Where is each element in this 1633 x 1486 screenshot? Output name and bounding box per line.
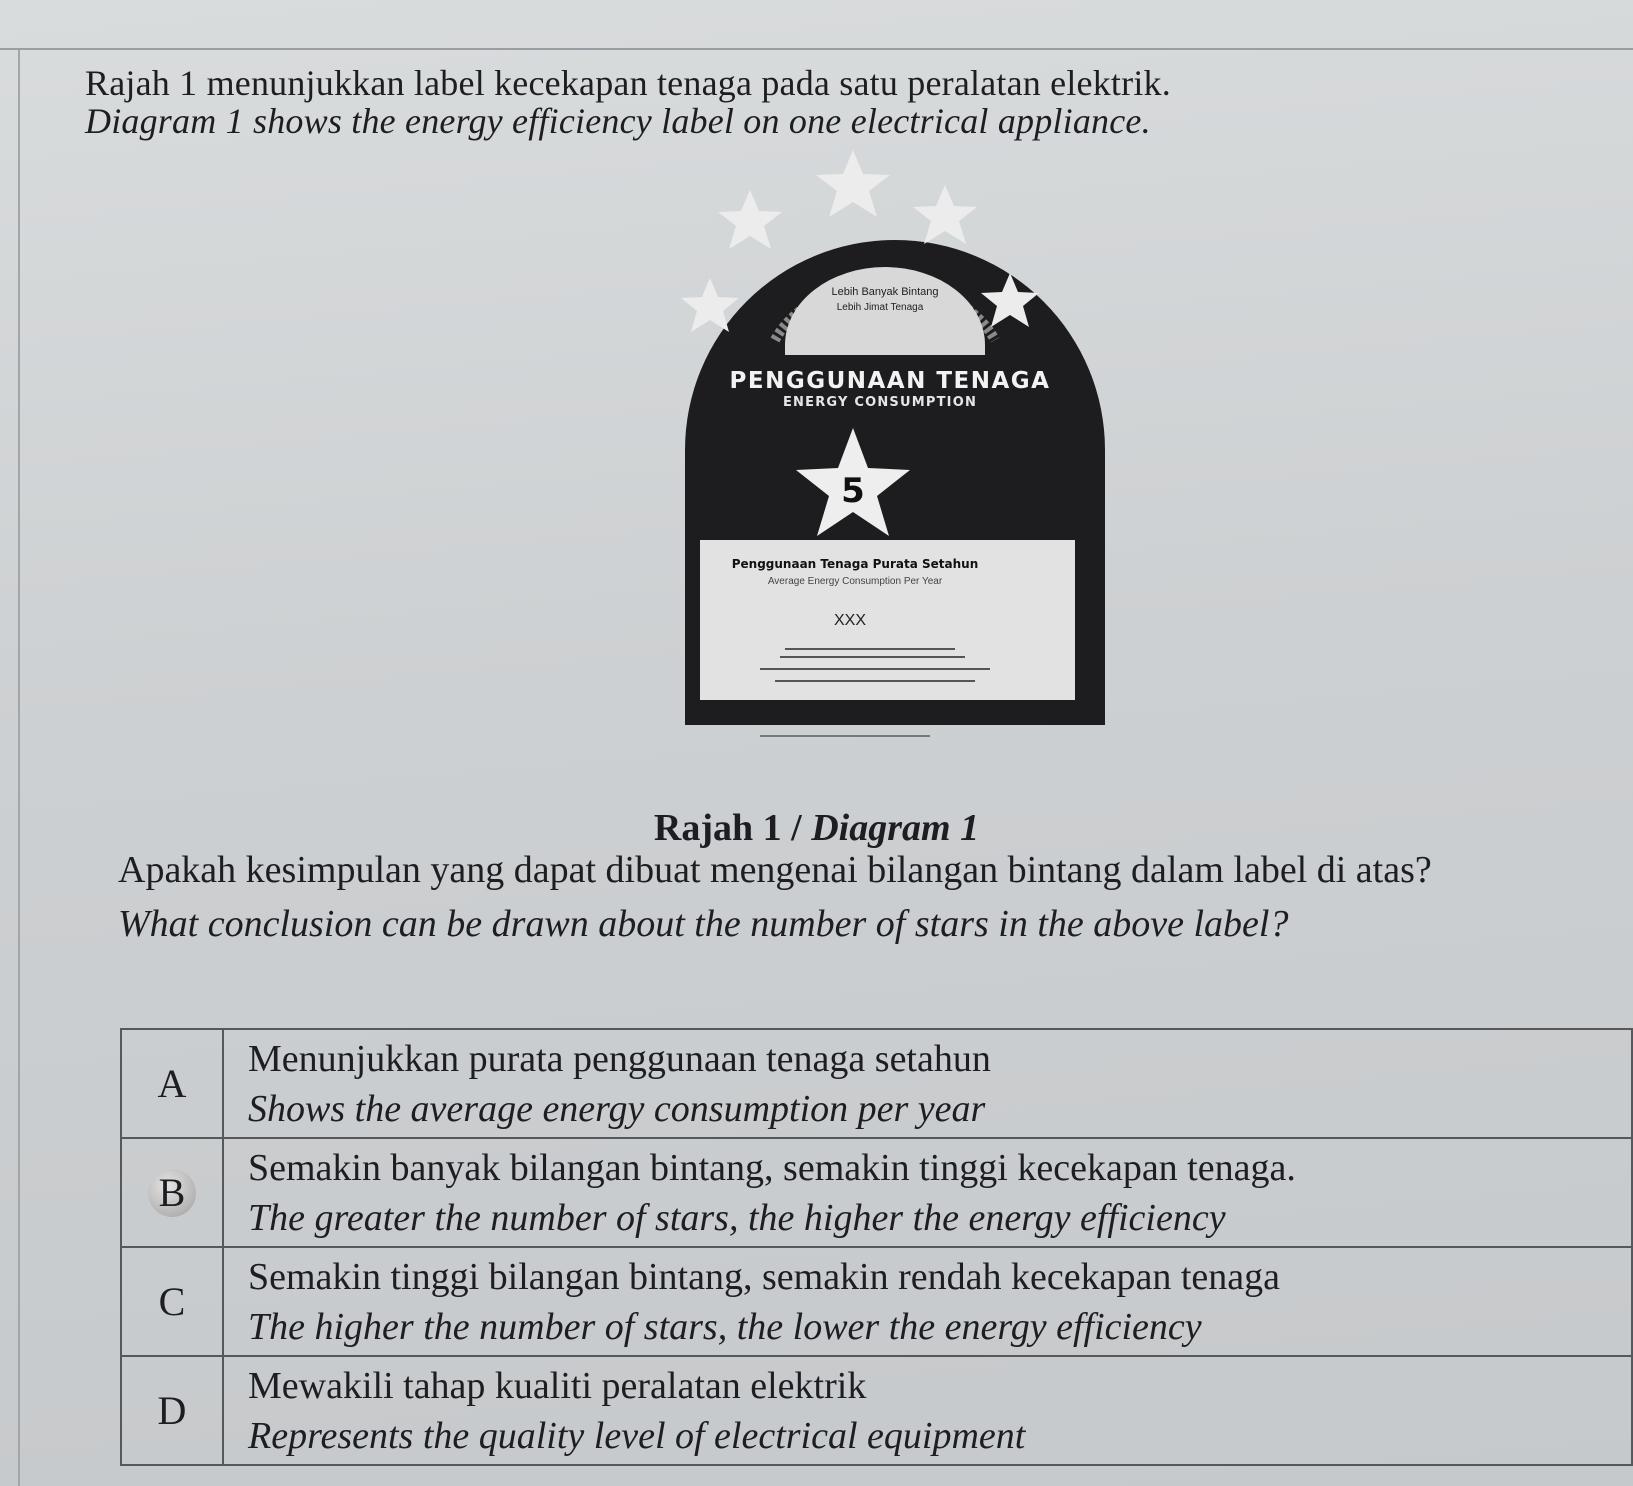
rating-number: 5 [841, 471, 865, 511]
label-heading-malay: PENGGUNAAN TENAGA [729, 368, 1051, 394]
label-footer-print [760, 735, 930, 737]
label-heading-english: ENERGY CONSUMPTION [782, 395, 978, 410]
intro-malay: Rajah 1 menunjukkan label kecekapan tenaga pada satu peralatan elektrik. [85, 63, 1171, 103]
diagram-caption [0, 806, 1633, 850]
label-top-text-1: Lebih Banyak Bintang [831, 286, 939, 298]
consumption-value: XXX [833, 612, 867, 629]
option-malay: Semakin banyak bilangan bintang, semakin tinggi kecekapan tenaga. [248, 1146, 1296, 1189]
option-english: The greater the number of stars, the higher the energy efficiency [248, 1196, 1226, 1239]
panel-title-english: Average Energy Consumption Per Year [767, 576, 943, 587]
label-top-text-2: Lebih Jimat Tenaga [836, 302, 924, 313]
option-row-d[interactable] [121, 1356, 1632, 1465]
option-text [223, 1247, 1632, 1356]
caption-english: Diagram 1 [811, 807, 980, 849]
star-icon [816, 150, 890, 217]
option-row-a[interactable] [121, 1029, 1632, 1138]
option-row-b[interactable] [121, 1138, 1632, 1247]
options-table [120, 1028, 1633, 1466]
panel-title-malay: Penggunaan Tenaga Purata Setahun [731, 557, 979, 571]
option-malay: Mewakili tahap kualiti peralatan elektrik [248, 1364, 867, 1407]
top-rule [0, 48, 1633, 50]
energy-label-diagram [665, 150, 1125, 790]
option-malay: Semakin tinggi bilangan bintang, semakin rendah kecekapan tenaga [248, 1255, 1280, 1298]
question-malay: Apakah kesimpulan yang dapat dibuat mengenai bilangan bintang dalam label di atas? [118, 849, 1432, 891]
energy-label-svg [665, 150, 1125, 790]
caption-malay: Rajah 1 / [653, 807, 812, 849]
option-text [223, 1356, 1632, 1465]
intro-english: Diagram 1 shows the energy efficiency label on one electrical appliance. [85, 101, 1151, 141]
option-text [223, 1029, 1632, 1138]
left-page-edge [18, 50, 20, 1486]
option-letter-circled: B [121, 1138, 223, 1247]
option-text [223, 1138, 1632, 1247]
option-malay: Menunjukkan purata penggunaan tenaga setahun [248, 1037, 991, 1080]
option-row-c[interactable] [121, 1247, 1632, 1356]
option-english: The higher the number of stars, the lower the energy efficiency [248, 1305, 1202, 1348]
option-english: Represents the quality level of electrical equipment [248, 1414, 1026, 1457]
star-icon [913, 185, 977, 244]
option-english: Shows the average energy consumption per year [248, 1087, 986, 1130]
option-letter: C [121, 1247, 223, 1356]
option-letter: A [121, 1029, 223, 1138]
question-english: What conclusion can be drawn about the number of stars in the above label? [118, 903, 1289, 945]
option-letter: D [121, 1356, 223, 1465]
star-icon [718, 190, 782, 249]
